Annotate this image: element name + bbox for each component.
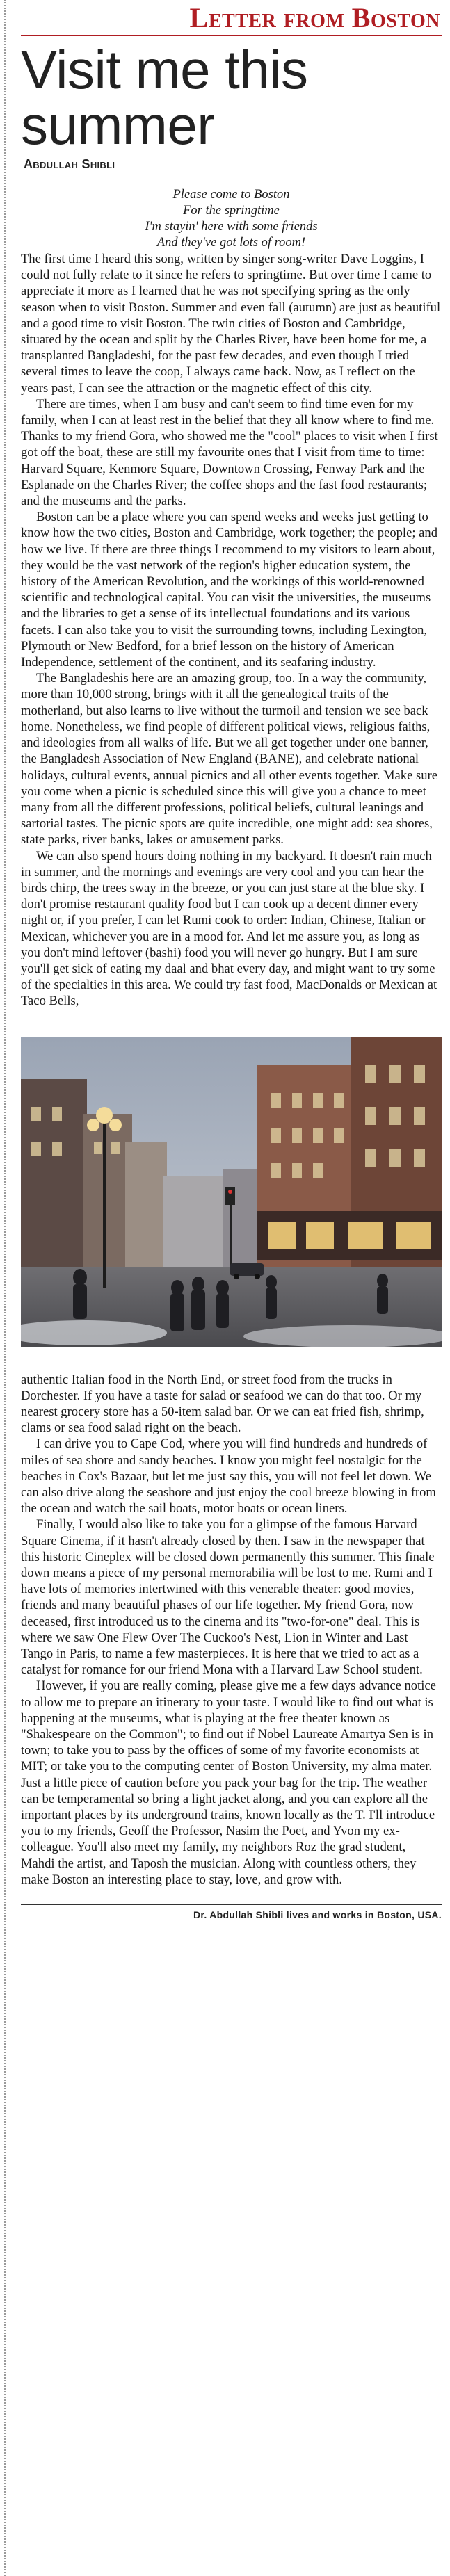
headline-line-2: summer	[21, 95, 215, 156]
paragraph: Boston can be a place where you can spend weeks and weeks just getting to know how the two cities, Boston and Cambridge, work together; the people; and how we live. If there are three things I recommend to my visitors to learn about, they would be the vast network of the region's higher education system, the history of the American Revolution, and the workings of this world-renowned scientific and technological capital. You can visit the universities, the museums and the libraries to get a sense of its intellectual foundations and its various facets. I can also take you to visit the surrounding towns, including Lexington, Plymouth or New Bedford, for a brief lesson on the history of American Independence, settlement of the continent, and its seafaring industry.	[21, 510, 438, 670]
photo-illustration	[21, 1037, 442, 1347]
headline-line-1: Visit me this	[21, 39, 308, 100]
paragraph: We can also spend hours doing nothing in my backyard. It doesn't rain much in summer, and the mornings and evenings are very cool and you can hear the birds chirp, the trees sway in the breeze, or you can just stare at the blue sky. I don't promise restaurant quality food but I can cook up a decent dinner every night or, if you prefer, I can let Rumi cook to order: Indian, Chinese, Italian or Mexican, whichever you are in a mood for. And let me assure you, as long as you don't mind leftover (bashi) food you will never go hungry. But I am sure you'll get sick of eating my daal and bhat every day, and might want to try some of the specialties in this area. We could try fast food, MacDonalds or Mexican at Taco Bells,	[21, 848, 437, 1009]
author-note: Dr. Abdullah Shibli lives and works in Boston, USA.	[193, 1909, 442, 1921]
verse-line: Please come to Boston	[172, 188, 290, 202]
article-column	[21, 0, 442, 1920]
column-divider	[4, 0, 6, 2576]
verse-line: I'm stayin' here with some friends	[145, 220, 318, 234]
paragraph: authentic Italian food in the North End, or street food from the trucks in Dorchester. If you have a taste for salad or seafood we can do that too. Or my nearest grocery store has a 50-item salad bar. Or we can eat fried fish, shrimp, clams or sea food salad right on the beach.	[21, 1372, 424, 1436]
song-verse	[21, 187, 442, 251]
author-byline: Abdullah Shibli	[24, 157, 115, 171]
paragraph: However, if you are really coming, please give me a few days advance notice to allow me to prepare an itinerary to your taste. I would like to find out what is happening at the museums, what is playing at the free theater known as "Shakespeare on the Common"; to find out if Nobel Laureate Amartya Sen is in town; to take you to pass by the offices of some of my favorite economists at MIT; or take you to the computing center of Boston University, my alma mater. Just a little piece of caution before you pack your bag for the trip. The weather can be temperamental so bring a light jacket along, and you can explore all the important places by its underground trains, known locally as the T. I'll introduce you to my friends, Geoff the Professor, Nasim the Poet, and Yvon my ex-colleague. You'll also meet my family, my neighbors Roz the grad student, Mahdi the artist, and Taposh the musician. Along with countless others, they make Boston an interesting place to stay, love, and grow with.	[21, 1678, 436, 1887]
article-headline	[21, 39, 442, 156]
section-kicker: Letter from Boston	[189, 2, 440, 33]
paragraph: The Bangladeshis here are an amazing group, too. In a way the community, more than 10,000 strong, brings with it all the genealogical traits of the motherland, but also learns to live without the turmoil and tension we see back home. Nonetheless, we find people of different political views, religious faiths, and ideologies from all walks of life. But we all get together under one banner, the Bangladesh Association of New England (BANE), and celebrate national holidays, cultural events, annual picnics and all other events together. Make sure you come when a picnic is scheduled since this will give you a chance to meet many from all the different professions, political beliefs, cultural leanings and sartorial tastes. The picnic spots are quite incredible, one might add: sea shores, state parks, river banks, lakes or amusement parks.	[21, 671, 437, 848]
article-body-part-1	[21, 251, 442, 1010]
footer-rule	[21, 1904, 442, 1905]
paragraph: I can drive you to Cape Cod, where you will find hundreds and hundreds of miles of sea shore and sandy beaches. I know you might feel nostalgic for the beaches in Cox's Bazaar, but let me just say this, you will not feel let down. We can also drive along the seashore and just enjoy the cool breeze blowing in from the ocean and watch the sail boats, motor boats or ocean liners.	[21, 1436, 436, 1516]
article-body-part-2	[21, 1372, 442, 1888]
paragraph: There are times, when I am busy and can't seem to find time even for my family, when I can at least rest in the belief that they all know where to find me. Thanks to my friend Gora, who showed me the "cool" places to visit when I first got off the boat, these are still my favourite ones that I visit from time to time: Harvard Square, Kenmore Square, Downtown Crossing, Fenway Park and the Esplanade on the Charles River; the coffee shops and the fast food restaurants; and the museums and the parks.	[21, 396, 438, 509]
kicker-rule	[21, 35, 442, 36]
verse-line: For the springtime	[183, 204, 280, 218]
verse-line: And they've got lots of room!	[156, 236, 306, 250]
paragraph: The first time I heard this song, written by singer song-writer Dave Loggins, I could not fully relate to it since he refers to springtime. But over time I came to appreciate it more as I learned that he was not specifying spring as the only season when to visit Boston. Summer and even fall (autumn) are just as beautiful and a good time to visit Boston. The twin cities of Boston and Cambridge, situated by the ocean and split by the Charles River, have been home for me, a transplanted Bangladeshi, for the past few decades, and even though I tried several times to leave the coop, I always came back. Now, as I reflect on the years past, I can see the attraction or the magnetic effect of this city.	[21, 252, 441, 396]
article-photo	[21, 1037, 442, 1347]
paragraph: Finally, I would also like to take you for a glimpse of the famous Harvard Square Cinema, if it hasn't already closed by then. I saw in the newspaper that this historic Cineplex will be closed down permanently this summer. This finale down means a piece of my personal memorabilia will be lost to me. Rumi and I have lots of memories intertwined with this venerable theater: good movies, friends and many beautiful phases of our life together. My friend Gora, now deceased, first introduced us to the cinema and its "two-for-one" deal. This is where we saw One Flew Over The Cuckoo's Nest, Lion in Winter and Last Tango in Paris, to name a few masterpieces. It is here that we tried to act as a catalyst for romance for our friend Mona with a Harvard Law School student.	[21, 1517, 435, 1678]
